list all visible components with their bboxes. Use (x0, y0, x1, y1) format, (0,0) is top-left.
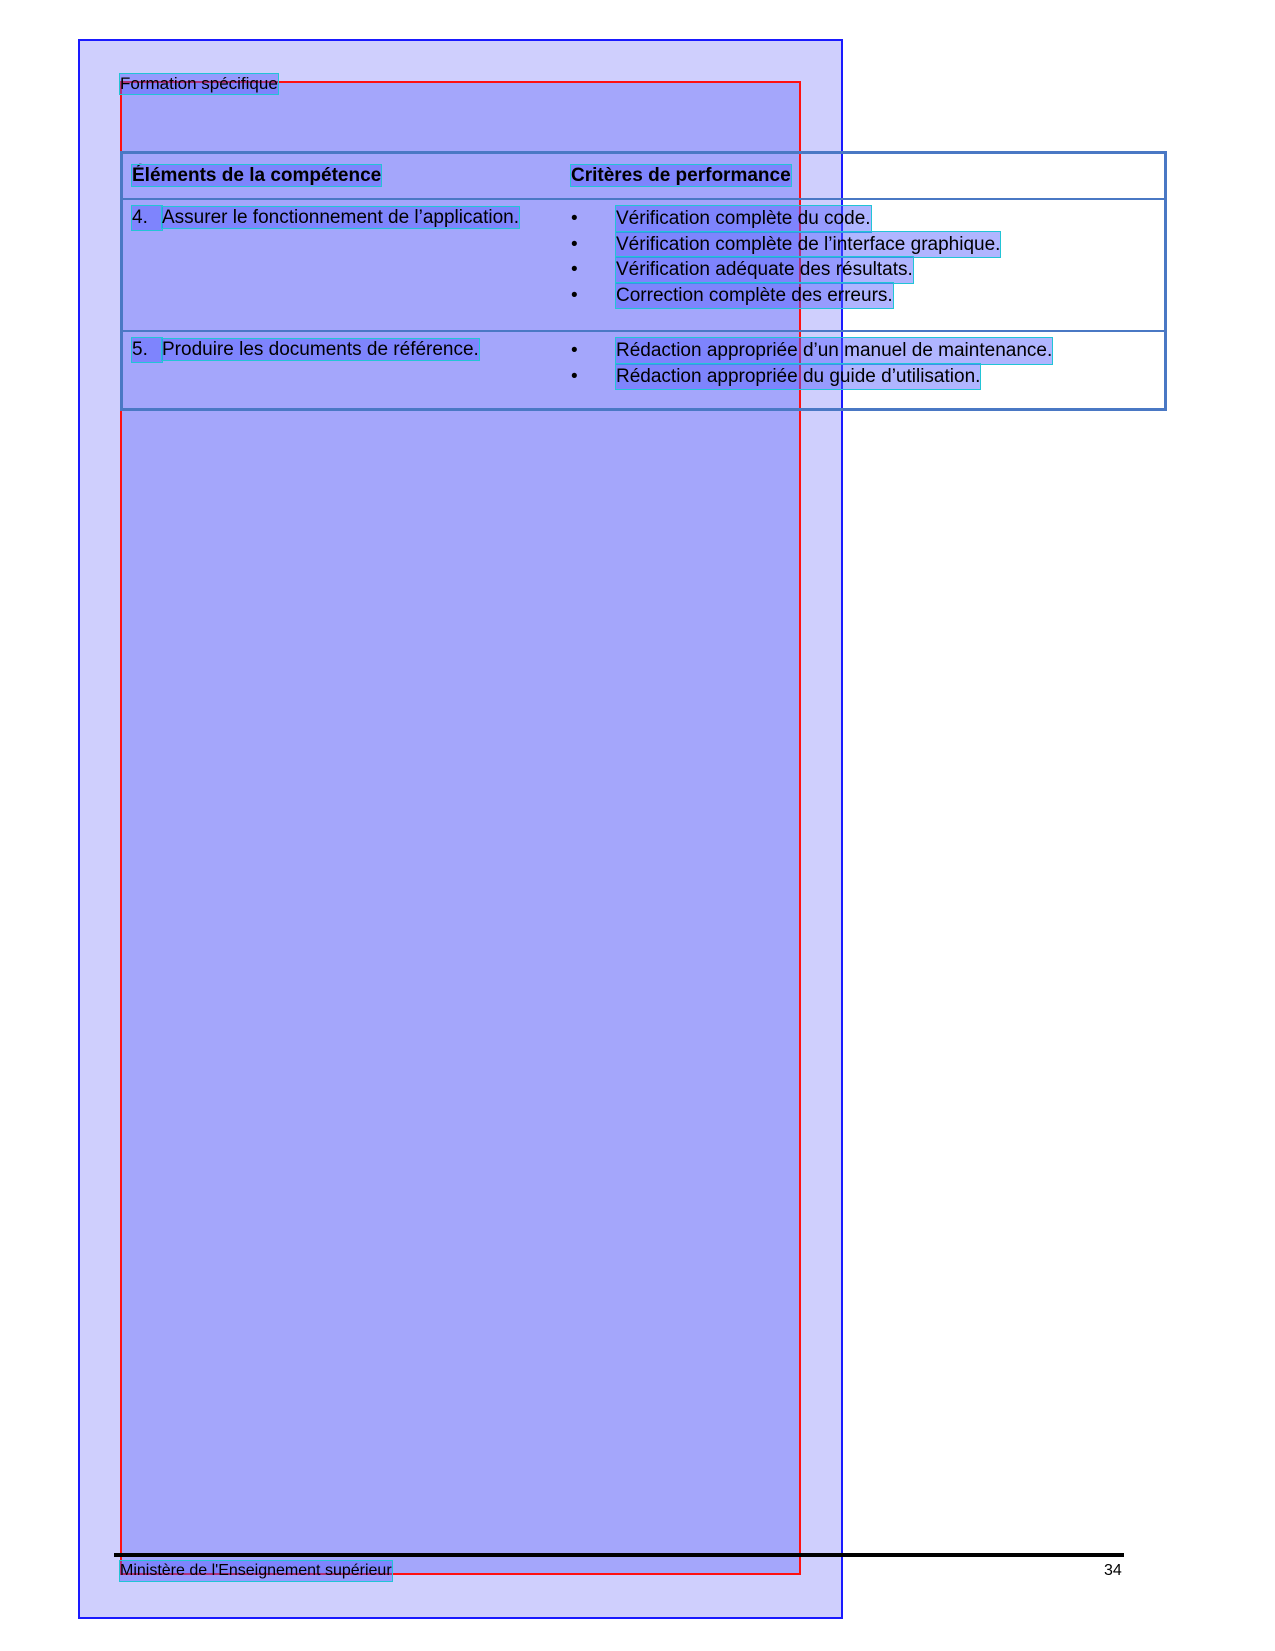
element-cell (132, 338, 562, 362)
criteria-cell (571, 338, 1156, 389)
bullet-icon: • (571, 340, 578, 361)
competence-table (120, 151, 1167, 411)
table-header-row (123, 154, 1164, 200)
footer-divider (114, 1553, 1124, 1557)
list-item: • Rédaction appropriée du guide d’utilisation. (571, 364, 1156, 390)
bullet-icon: • (571, 284, 578, 306)
list-item: • Vérification complète du code. (571, 206, 1156, 232)
element-text: Produire les documents de référence. (162, 339, 479, 360)
criteria-list (571, 206, 1156, 308)
column-header-elements: Éléments de la compétence (132, 165, 382, 186)
bullet-icon: • (571, 208, 578, 229)
criteria-list (571, 338, 1156, 389)
table-row (123, 330, 1164, 408)
footer-ministry: Ministère de l'Enseignement supérieur (120, 1562, 392, 1579)
list-item: • Correction complète des erreurs. (571, 283, 1156, 309)
element-text: Assurer le fonctionnement de l’application. (162, 207, 519, 228)
column-header-criteria: Critères de performance (571, 165, 791, 186)
list-item: • Vérification complète de l’interface graphique. (571, 232, 1156, 258)
element-number: 5. (132, 338, 162, 362)
criteria-cell (571, 206, 1156, 308)
table-row (123, 198, 1164, 332)
list-item: • Vérification adéquate des résultats. (571, 257, 1156, 283)
bullet-icon: • (571, 259, 578, 280)
running-header: Formation spécifique (120, 74, 278, 93)
element-cell (132, 206, 562, 230)
bullet-icon: • (571, 233, 578, 255)
list-item: • Rédaction appropriée d’un manuel de maintenance. (571, 338, 1156, 364)
bullet-icon: • (571, 365, 578, 387)
page-number: 34 (1104, 1562, 1122, 1579)
element-number: 4. (132, 206, 162, 230)
